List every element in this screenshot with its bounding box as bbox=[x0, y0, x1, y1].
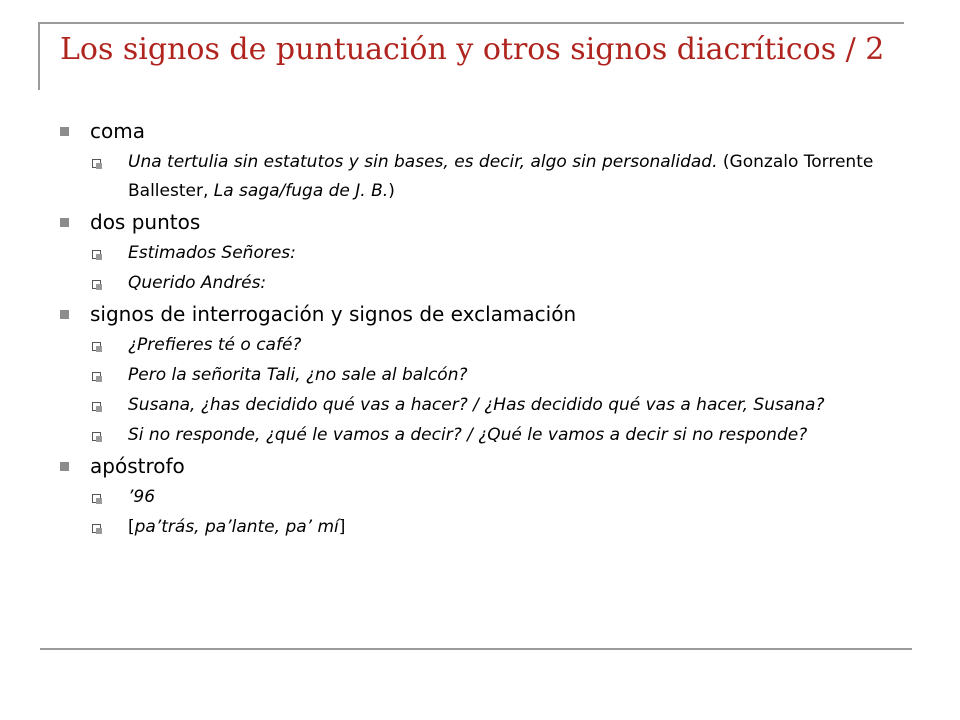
bullet-label: signos de interrogación y signos de exclamación bbox=[90, 302, 577, 326]
sub-bullet-example bbox=[60, 361, 908, 390]
source-open: (Gonzalo Torrente Ballester, bbox=[128, 152, 874, 201]
bottom-rule bbox=[40, 648, 912, 650]
checkbox-bullet-icon bbox=[92, 524, 101, 533]
square-bullet-icon bbox=[60, 127, 69, 136]
example-text: Susana, ¿has decidido qué vas a hacer? / ¿Has decidido qué vas a hacer, Susana? bbox=[128, 395, 825, 415]
square-bullet-icon bbox=[60, 310, 69, 319]
top-rule bbox=[40, 22, 904, 24]
bullet-coma bbox=[60, 116, 920, 146]
sub-bullet-example bbox=[60, 331, 908, 360]
example-text: Pero la señorita Tali, ¿no sale al balcón? bbox=[128, 365, 468, 385]
checkbox-bullet-icon bbox=[92, 250, 101, 259]
checkbox-bullet-icon bbox=[92, 280, 101, 289]
source-work: La saga/fuga de J. B. bbox=[213, 181, 389, 201]
square-bullet-icon bbox=[60, 462, 69, 471]
example-text: Querido Andrés: bbox=[128, 273, 267, 293]
bracket-open: [ bbox=[128, 517, 135, 537]
slide-title: Los signos de puntuación y otros signos diacríticos / 2 bbox=[60, 32, 885, 67]
left-rule bbox=[38, 22, 40, 90]
checkbox-bullet-icon bbox=[92, 402, 101, 411]
bracket-close: ] bbox=[338, 517, 346, 537]
bullet-apostrofo bbox=[60, 451, 920, 481]
example-text: Si no responde, ¿qué le vamos a decir? / ¿Qué le vamos a decir si no responde? bbox=[128, 425, 808, 445]
checkbox-bullet-icon bbox=[92, 494, 101, 503]
bullet-dos-puntos bbox=[60, 207, 920, 237]
sub-bullet-example bbox=[60, 421, 908, 450]
example-quote: Una tertulia sin estatutos y sin bases, es decir, algo sin personalidad. bbox=[128, 152, 718, 172]
sub-bullet-example bbox=[60, 391, 908, 420]
bullet-label: apóstrofo bbox=[90, 454, 185, 478]
example-text: pa’trás, pa’lante, pa’ mí bbox=[134, 517, 339, 537]
checkbox-bullet-icon bbox=[92, 432, 101, 441]
slide-content bbox=[60, 116, 920, 543]
bullet-label: dos puntos bbox=[90, 210, 201, 234]
example-text: ’96 bbox=[128, 487, 156, 507]
checkbox-bullet-icon bbox=[92, 342, 101, 351]
sub-bullet-example bbox=[60, 269, 908, 298]
sub-bullet-example bbox=[60, 513, 908, 542]
sub-bullet-coma-example bbox=[60, 148, 908, 206]
bullet-interrogacion bbox=[60, 299, 920, 329]
sub-bullet-example bbox=[60, 239, 908, 268]
checkbox-bullet-icon bbox=[92, 372, 101, 381]
example-text: Estimados Señores: bbox=[128, 243, 296, 263]
checkbox-bullet-icon bbox=[92, 159, 101, 168]
bullet-label: coma bbox=[90, 119, 145, 143]
square-bullet-icon bbox=[60, 218, 69, 227]
sub-bullet-example bbox=[60, 483, 908, 512]
source-close: ) bbox=[388, 181, 395, 201]
example-text: ¿Prefieres té o café? bbox=[128, 335, 302, 355]
